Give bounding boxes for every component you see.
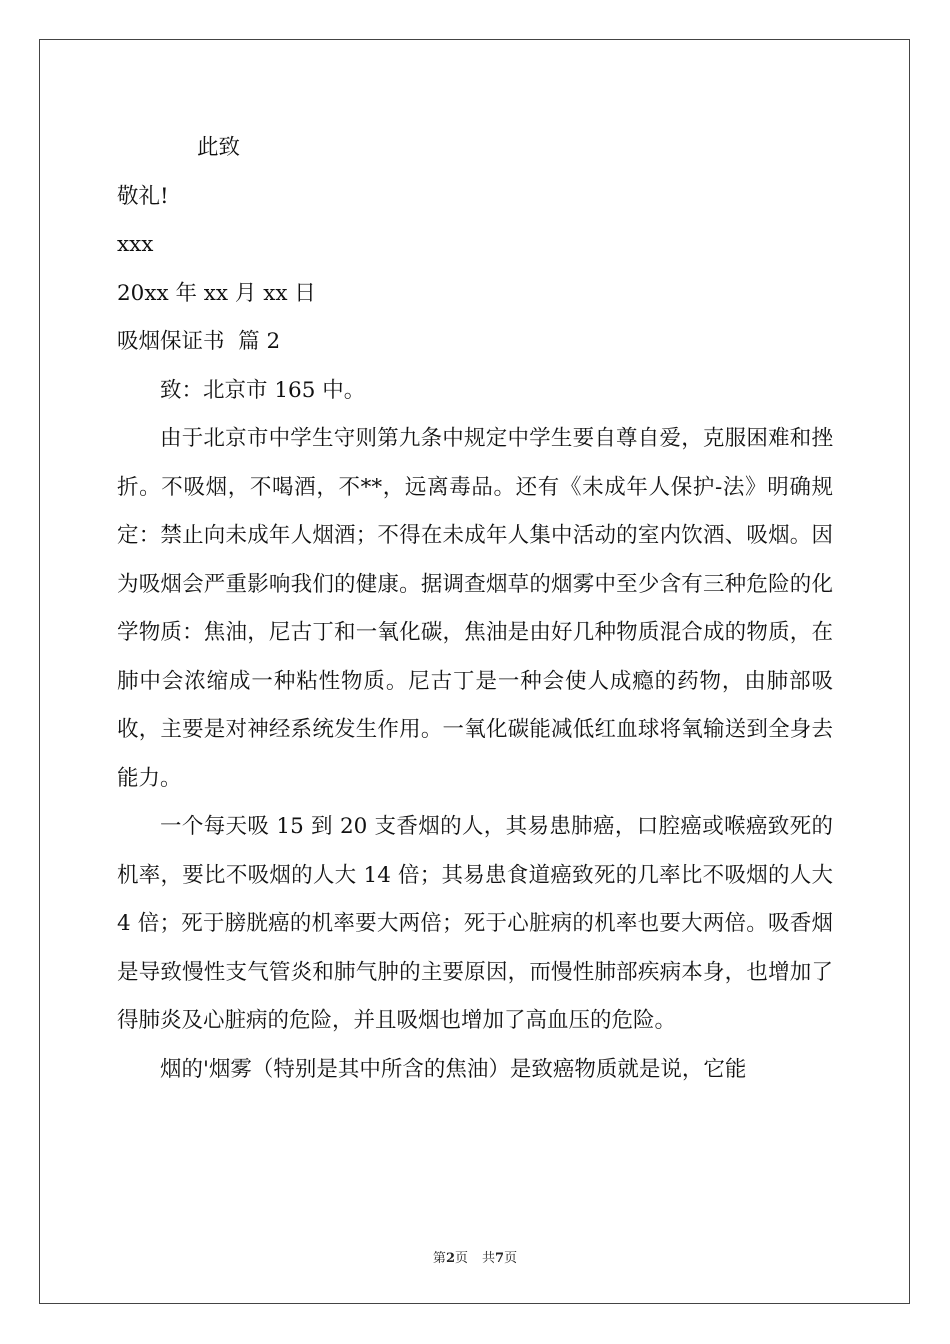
signer-line: xxx (117, 232, 154, 257)
date-line: 20xx 年 xx 月 xx 日 (117, 280, 316, 306)
total-suffix: 页 (504, 1251, 518, 1266)
page-total: 7 (495, 1251, 505, 1266)
page-footer (0, 1247, 950, 1266)
recipient-line: 致：北京市 165 中。 (160, 377, 366, 403)
paragraph-3: 烟的'烟雾（特别是其中所含的焦油）是致癌物质就是说，它能 (160, 1056, 747, 1082)
closing-line: 此致 (197, 135, 241, 160)
salute-line: 敬礼! (117, 183, 169, 209)
document-body (117, 124, 833, 1094)
total-prefix: 共 (482, 1251, 496, 1266)
section-heading: 吸烟保证书 篇 2 (117, 329, 281, 354)
paragraph-2: 一个每天吸 15 到 20 支香烟的人，其易患肺癌，口腔癌或喉癌致死的机率，要比不吸烟的人大 14 倍；其易患食道癌致死的几率比不吸烟的人大 4 倍；死于膀胱癌的机率要大两倍；死于心脏病的机率也要大两倍。吸香烟是导致慢性支气管炎和肺气肿的主要原因，而慢性肺部疾病本身，也增加了得肺炎及心脏病的危险，并且吸烟也增加了高血压的危险。 (117, 814, 833, 1033)
page-suffix: 页 (454, 1251, 468, 1266)
page-current: 2 (445, 1251, 455, 1266)
paragraph-1: 由于北京市中学生守则第九条中规定中学生要自尊自爱，克服困难和挫折。不吸烟，不喝酒，不**，远离毒品。还有《未成年人保护-法》明确规定：禁止向未成年人烟酒；不得在未成年人集中活动的室内饮酒、吸烟。因为吸烟会严重影响我们的健康。据调查烟草的烟雾中至少含有三种危险的化学物质：焦油，尼古丁和一氧化碳，焦油是由好几种物质混合成的物质，在肺中会浓缩成一种粘性物质。尼古丁是一种会使人成瘾的药物，由肺部吸收，主要是对神经系统发生作用。一氧化碳能减低红血球将氧输送到全身去能力。 (117, 426, 833, 791)
page-prefix: 第 (432, 1251, 446, 1266)
